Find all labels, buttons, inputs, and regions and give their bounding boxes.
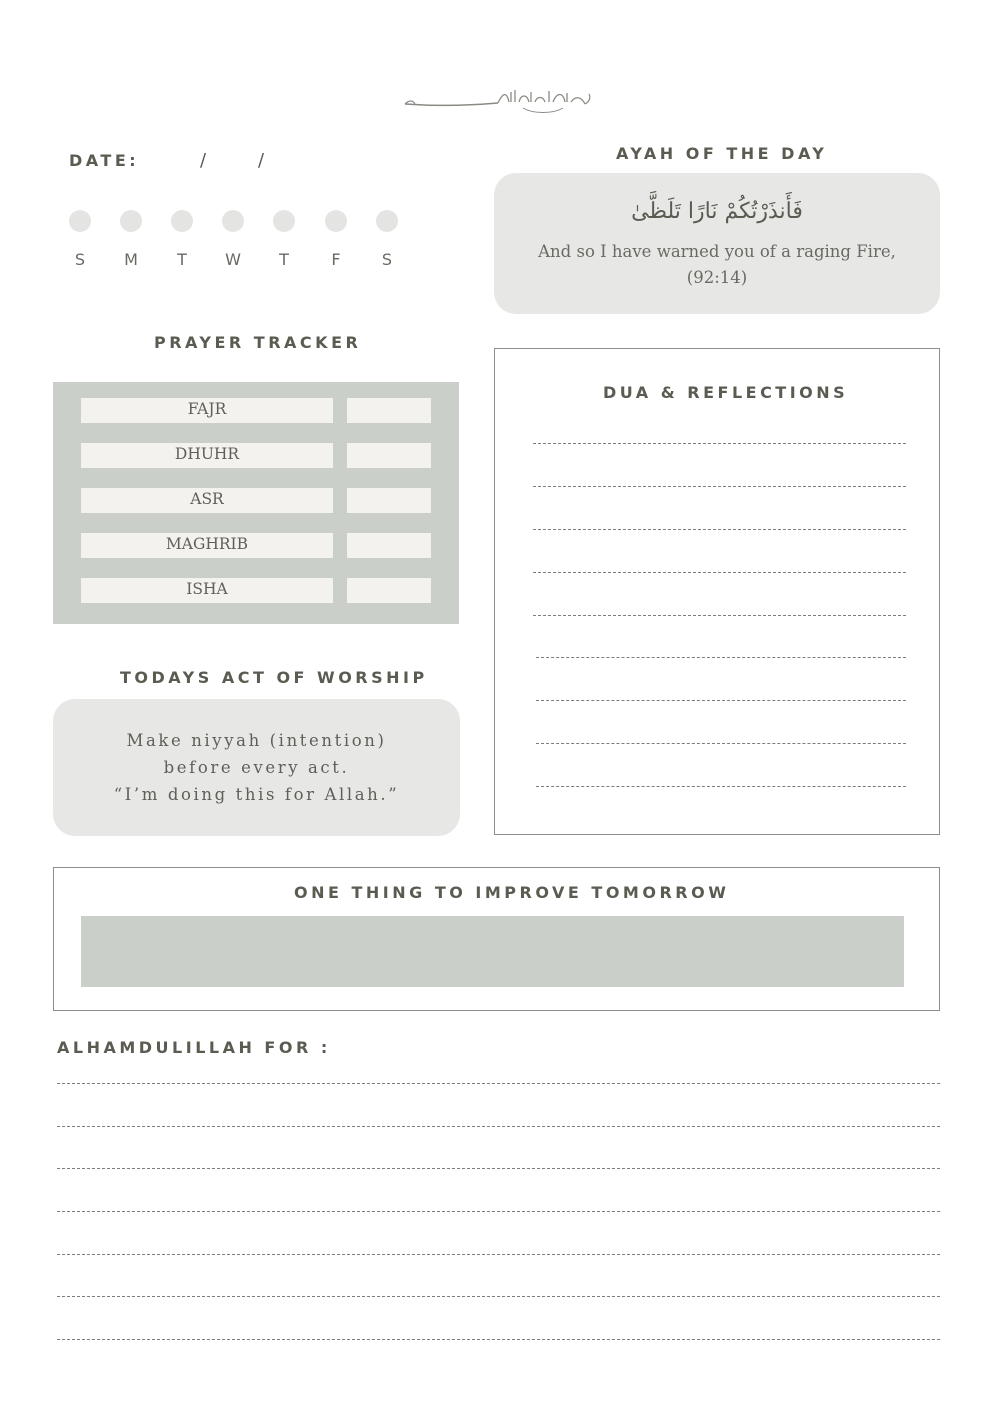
gratitude-writing-line[interactable] <box>57 1339 940 1340</box>
dua-writing-line[interactable] <box>533 572 906 573</box>
ayah-heading: AYAH OF THE DAY <box>616 144 828 163</box>
day-letter: T <box>177 250 187 269</box>
prayer-name-asr: ASR <box>81 488 333 513</box>
dua-writing-line[interactable] <box>533 486 906 487</box>
day-letter: F <box>331 250 341 269</box>
ayah-translation <box>524 239 910 291</box>
day-letter: S <box>381 250 393 269</box>
day-letter: T <box>279 250 289 269</box>
worship-line: Make niyyah (intention) <box>126 731 387 750</box>
day-letter: M <box>124 250 138 269</box>
worship-line: “I’m doing this for Allah.” <box>113 785 400 804</box>
prayer-check-asr[interactable] <box>347 488 431 513</box>
ayah-arabic-text: فَأَنذَرْتُكُمْ نَارًا تَلَظَّىٰ <box>631 199 803 224</box>
worship-heading: TODAYS ACT OF WORSHIP <box>120 668 428 687</box>
prayer-check-dhuhr[interactable] <box>347 443 431 468</box>
ayah-reference: (92:14) <box>686 268 748 287</box>
gratitude-writing-line[interactable] <box>57 1126 940 1127</box>
day-circle-wednesday[interactable] <box>222 210 244 232</box>
dua-writing-line[interactable] <box>536 657 906 658</box>
day-letter: S <box>74 250 86 269</box>
ayah-card <box>494 173 940 314</box>
gratitude-writing-line[interactable] <box>57 1083 940 1084</box>
day-circle-saturday[interactable] <box>376 210 398 232</box>
prayer-name-maghrib: MAGHRIB <box>81 533 333 558</box>
alhamdulillah-heading: ALHAMDULILLAH FOR : <box>57 1038 331 1057</box>
date-separator: / <box>200 150 207 171</box>
dua-writing-line[interactable] <box>533 615 906 616</box>
dua-writing-line[interactable] <box>533 443 906 444</box>
day-letter: W <box>225 250 241 269</box>
gratitude-writing-line[interactable] <box>57 1254 940 1255</box>
ayah-translation-line: And so I have warned you of a raging Fire, <box>538 242 896 261</box>
day-circle-thursday[interactable] <box>273 210 295 232</box>
dua-writing-line[interactable] <box>533 529 906 530</box>
day-circle-friday[interactable] <box>325 210 347 232</box>
dua-reflections-box <box>494 348 940 835</box>
prayer-name-fajr: FAJR <box>81 398 333 423</box>
dua-writing-line[interactable] <box>536 786 906 787</box>
worship-line: before every act. <box>163 758 350 777</box>
bismillah-calligraphy <box>403 86 593 116</box>
dua-heading: DUA & REFLECTIONS <box>603 383 849 402</box>
day-circle-monday[interactable] <box>120 210 142 232</box>
prayer-tracker-heading: PRAYER TRACKER <box>154 333 362 352</box>
worship-card <box>53 699 460 836</box>
improve-input-field[interactable] <box>81 916 904 987</box>
dua-writing-line[interactable] <box>536 743 906 744</box>
date-separator: / <box>258 150 265 171</box>
prayer-check-isha[interactable] <box>347 578 431 603</box>
gratitude-writing-line[interactable] <box>57 1168 940 1169</box>
gratitude-writing-line[interactable] <box>57 1211 940 1212</box>
prayer-name-dhuhr: DHUHR <box>81 443 333 468</box>
prayer-check-fajr[interactable] <box>347 398 431 423</box>
gratitude-writing-line[interactable] <box>57 1296 940 1297</box>
prayer-name-isha: ISHA <box>81 578 333 603</box>
day-circle-sunday[interactable] <box>69 210 91 232</box>
dua-writing-line[interactable] <box>536 700 906 701</box>
day-circle-tuesday[interactable] <box>171 210 193 232</box>
date-label: DATE: <box>69 151 140 170</box>
prayer-tracker-panel <box>53 382 459 624</box>
improve-heading: ONE THING TO IMPROVE TOMORROW <box>294 883 730 902</box>
worship-text <box>53 727 460 808</box>
prayer-check-maghrib[interactable] <box>347 533 431 558</box>
